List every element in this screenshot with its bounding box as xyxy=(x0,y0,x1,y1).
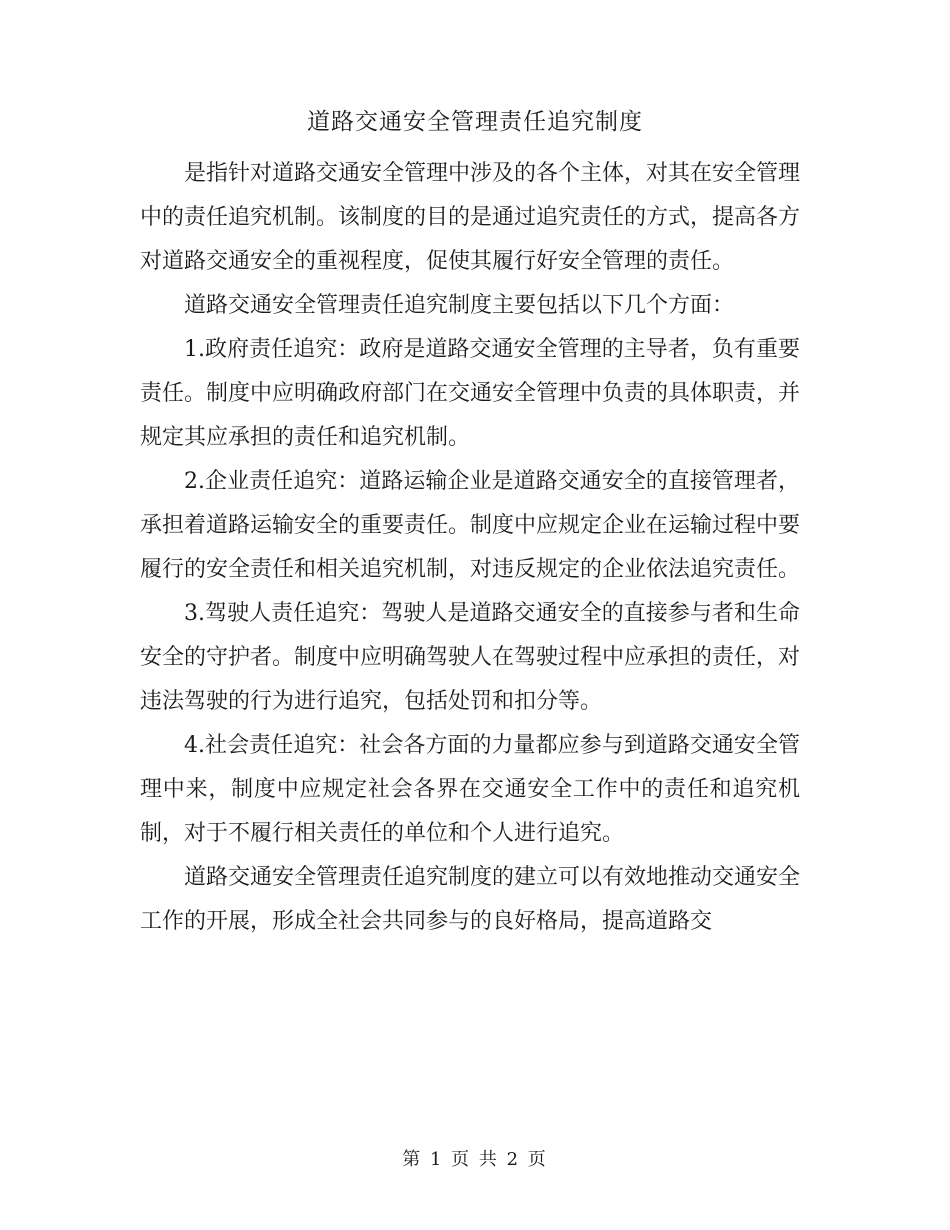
paragraph-enterprise: 2.企业责任追究：道路运输企业是道路交通安全的直接管理者，承担着道路运输安全的重要责任。制度中应规定企业在运输过程中要履行的安全责任和相关追究机制，对违反规定的企业依法追究责任。 xyxy=(140,469,801,582)
paragraph-driver: 3.驾驶人责任追究：驾驶人是道路交通安全的直接参与者和生命安全的守护者。制度中应明确驾驶人在驾驶过程中应承担的责任，对违法驾驶的行为进行追究，包括处罚和扣分等。 xyxy=(140,601,801,714)
document-body xyxy=(140,152,800,944)
paragraph-intro: 是指针对道路交通安全管理中涉及的各个主体，对其在安全管理中的责任追究机制。该制度的目的是通过追究责任的方式，提高各方对道路交通安全的重视程度，促使其履行好安全管理的责任。 xyxy=(140,161,801,274)
paragraph-government: 1.政府责任追究：政府是道路交通安全管理的主导者，负有重要责任。制度中应明确政府部门在交通安全管理中负责的具体职责，并规定其应承担的责任和追究机制。 xyxy=(140,337,801,450)
document-title: 道路交通安全管理责任追究制度 xyxy=(307,109,643,135)
page-number-footer: 第 1 页 共 2 页 xyxy=(402,1149,548,1170)
paragraph-conclusion: 道路交通安全管理责任追究制度的建立可以有效地推动交通安全工作的开展，形成全社会共同参与的良好格局，提高道路交 xyxy=(140,865,801,934)
paragraph-society: 4.社会责任追究：社会各方面的力量都应参与到道路交通安全管理中来，制度中应规定社会各界在交通安全工作中的责任和追究机制，对于不履行相关责任的单位和个人进行追究。 xyxy=(140,733,800,846)
paragraph-overview: 道路交通安全管理责任追究制度主要包括以下几个方面： xyxy=(184,293,735,318)
